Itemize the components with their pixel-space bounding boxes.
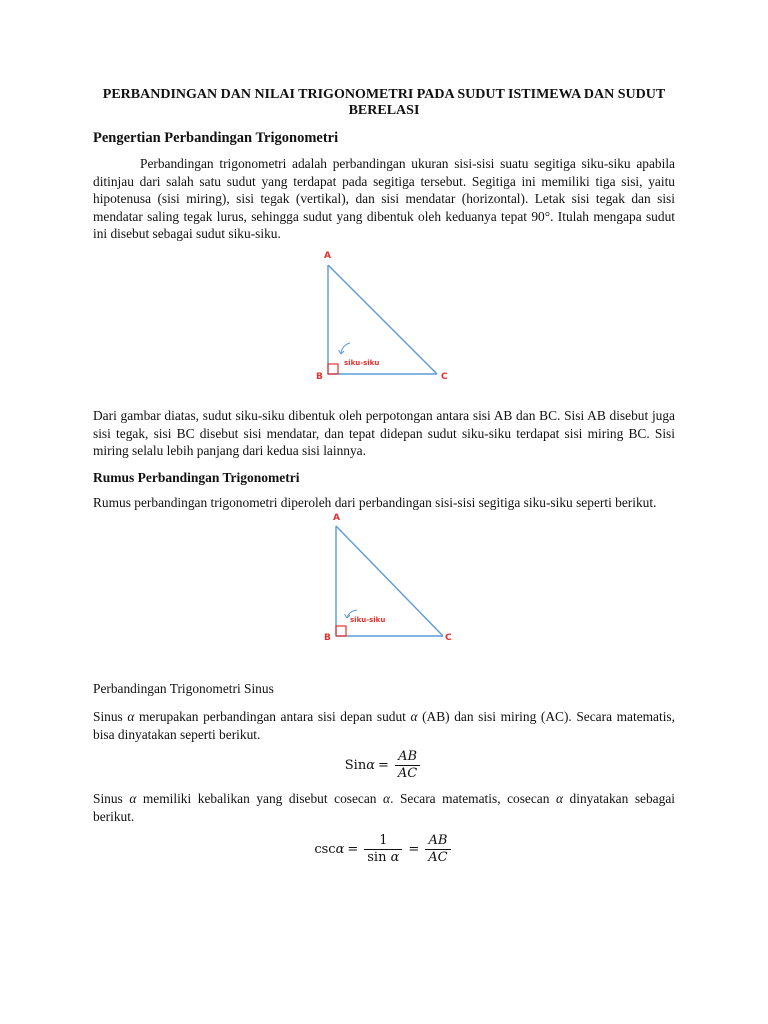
equation-sin: Sin α = $\frac{AB}{AC}$ xyxy=(93,749,675,782)
vertex-c-label: C xyxy=(445,633,452,644)
triangle-figure-1 xyxy=(93,243,675,405)
angle-label: siku-siku xyxy=(350,616,386,625)
document-title: PERBANDINGAN DAN NILAI TRIGONOMETRI PADA SUDUT ISTIMEWA DAN SUDUT BERELASI xyxy=(102,87,666,118)
vertex-a-label: A xyxy=(324,250,331,261)
section-heading-pengertian: Pengertian Perbandingan Trigonometri xyxy=(93,130,339,146)
paragraph-sinus: Sinus α merupakan perbandingan antara sisi depan sudut α (AB) dan sisi miring (AC). Secara matematis, bisa dinyatakan seperti berikut. xyxy=(93,708,675,742)
angle-label: siku-siku xyxy=(344,358,380,367)
right-angle-marker xyxy=(328,364,338,374)
vertex-c-label: C xyxy=(441,371,448,382)
side-ac xyxy=(328,265,437,374)
right-angle-marker xyxy=(336,626,346,636)
sinus-heading: Perbandingan Trigonometri Sinus xyxy=(93,681,274,697)
alpha-symbol: α xyxy=(410,708,418,724)
paragraph-cosecan: Sinus α memiliki kebalikan yang disebut cosecan α. Secara matematis, cosecan α dinyatakan sebagai berikut. xyxy=(93,791,675,824)
vertex-b-label: B xyxy=(324,633,331,644)
vertex-a-label: A xyxy=(333,513,340,524)
triangle-figure-2 xyxy=(93,511,675,681)
paragraph-penjelasan: Dari gambar diatas, sudut siku-siku dibentuk oleh perpotongan antara sisi AB dan BC. Sisi AB disebut juga sisi tegak, sisi BC disebut sisi mendatar, dan tepat didepan sudut siku-siku terdapat sisi miring BC. Sisi miring selalu lebih panjang dari kedua sisi lainnya. xyxy=(93,407,675,459)
alpha-symbol: α xyxy=(127,708,135,724)
equation-csc: csc α = $\frac{1}{\text{sin α}}$ = $\frac{AB}{AC}$ xyxy=(93,833,675,866)
section-heading-rumus: Rumus Perbandingan Trigonometri xyxy=(93,469,300,485)
document-page xyxy=(93,87,675,866)
paragraph-pengertian: Perbandingan trigonometri adalah perbandingan ukuran sisi-sisi suatu segitiga siku-siku apabila ditinjau dari salah satu sudut yang terdapat pada segitiga tersebut. Segitiga ini memiliki tiga sisi, yaitu hipotenusa (sisi miring), sisi tegak (vertikal), dan sisi mendatar (horizontal). Letak sisi tegak dan sisi mendatar saling tegak lurus, sehingga sudut yang dibentuk oleh keduanya tepat 90°. Itulah mengapa sudut ini disebut sebagai sudut siku-siku. xyxy=(93,156,675,242)
fraction-ab-ac: $\frac{AB}{AC}$ xyxy=(395,749,420,782)
vertex-b-label: B xyxy=(316,371,323,382)
fraction-one-sin: $\frac{1}{\text{sin α}}$ xyxy=(364,833,402,866)
fraction-ab-ac: $\frac{AB}{AC}$ xyxy=(425,833,450,866)
paragraph-rumus: Rumus perbandingan trigonometri diperoleh dari perbandingan sisi-sisi segitiga siku-siku seperti berikut. xyxy=(93,494,657,510)
